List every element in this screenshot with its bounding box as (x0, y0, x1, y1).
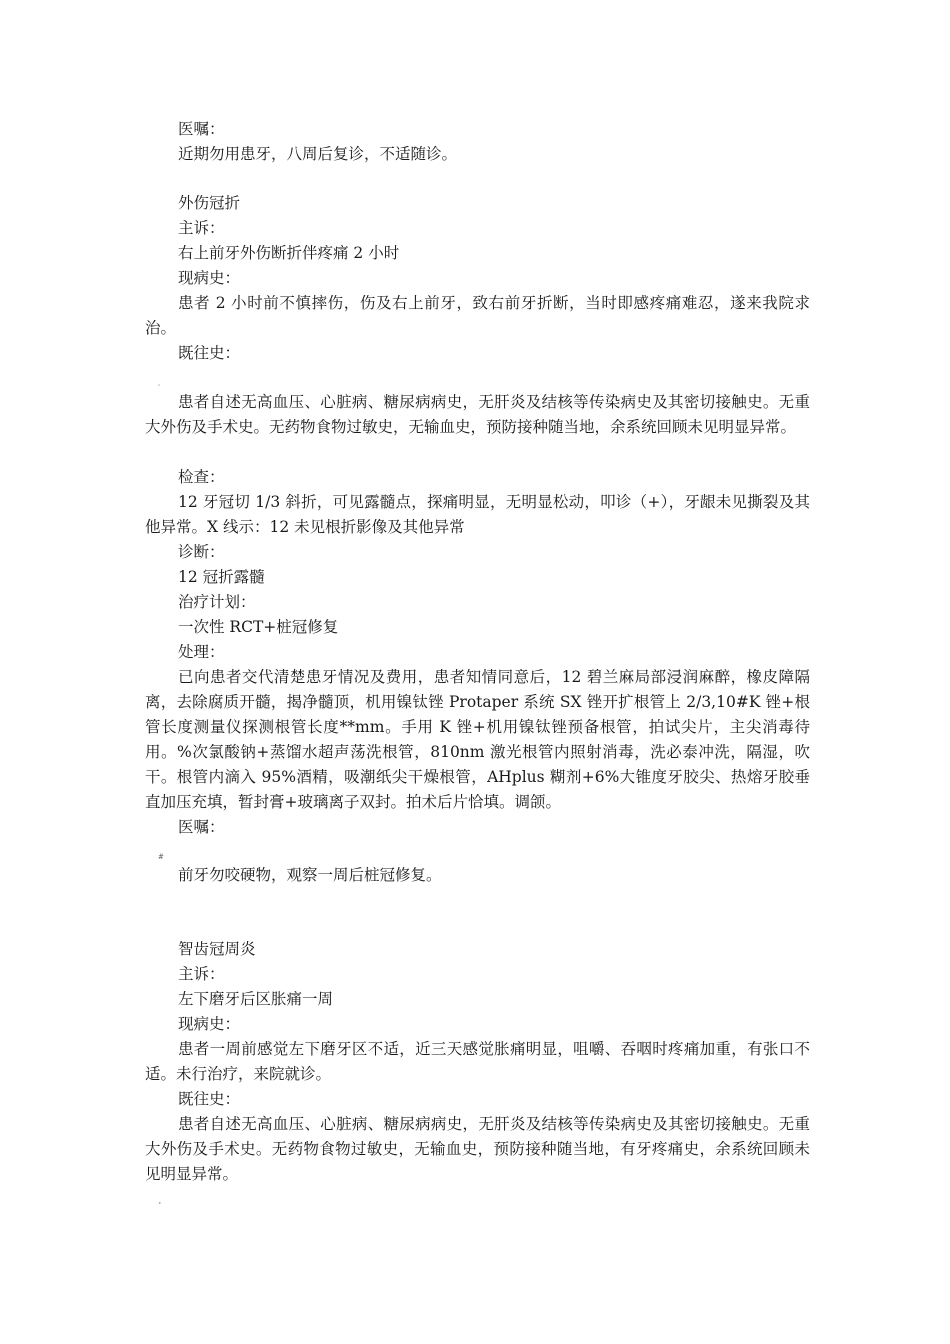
past-history-label: 既往史： (178, 344, 241, 362)
chief-complaint-text: 右上前牙外伤断折伴疼痛 2 小时 (178, 244, 400, 262)
margin-mark: ˃ (158, 1202, 162, 1210)
treatment-plan-text: 一次性 RCT+桩冠修复 (178, 618, 339, 636)
chief-complaint-text-2: 左下磨牙后区胀痛一周 (178, 990, 334, 1008)
past-history-label-2: 既往史： (178, 1090, 241, 1108)
margin-mark: # (158, 853, 164, 861)
present-history-label: 现病史： (178, 269, 241, 287)
advice-text: 近期勿用患牙，八周后复诊，不适随诊。 (178, 145, 458, 163)
advice-label: 医嘱： (178, 120, 225, 138)
section-title-crown-fracture: 外伤冠折 (178, 194, 241, 212)
examination-label: 检查： (178, 468, 225, 486)
procedure-label: 处理： (178, 643, 225, 661)
section-title-pericoronitis: 智齿冠周炎 (178, 940, 256, 958)
diagnosis-text: 12 冠折露髓 (178, 568, 265, 586)
past-history-text: 患者自述无高血压、心脏病、糖尿病病史，无肝炎及结核等传染病史及其密切接触史。无重大外伤及手术史。无药物食物过敏史，无输血史，预防接种随当地，余系统回顾未见明显异常。 (145, 393, 810, 436)
present-history-text-2: 患者一周前感觉左下磨牙区不适，近三天感觉胀痛明显，咀嚼、吞咽时疼痛加重，有张口不适。未行治疗，来院就诊。 (145, 1040, 810, 1083)
chief-complaint-label: 主诉： (178, 219, 225, 237)
chief-complaint-label-2: 主诉： (178, 965, 225, 983)
diagnosis-label: 诊断： (178, 543, 225, 561)
advice-text-2: 前牙勿咬硬物，观察一周后桩冠修复。 (178, 866, 442, 884)
treatment-plan-label: 治疗计划： (178, 593, 256, 611)
examination-text: 12 牙冠切 1/3 斜折，可见露髓点，探痛明显，无明显松动，叩诊（+），牙龈未见撕裂及其他异常。X 线示：12 未见根折影像及其他异常 (145, 493, 810, 536)
advice-label-2: 医嘱： (178, 818, 225, 836)
past-history-text-2: 患者自述无高血压、心脏病、糖尿病病史，无肝炎及结核等传染病史及其密切接触史。无重大外伤及手术史。无药物食物过敏史，无输血史，预防接种随当地，有牙疼痛史，余系统回顾未见明显异常。 (145, 1115, 810, 1183)
margin-mark: ˌ (158, 379, 160, 387)
present-history-label-2: 现病史： (178, 1015, 241, 1033)
procedure-text: 已向患者交代清楚患牙情况及费用，患者知情同意后，12 碧兰麻局部浸润麻醉，橡皮障隔离，去除腐质开髓，揭净髓顶，机用镍钛锉 Protaper 系统 SX 锉开扩根管上 2/3,10#K 锉+根管长度测量仪探测根管长度**mm。手用 K 锉+机用镍钛锉预备根管，拍试尖片，主尖消毒待用。%次氯酸钠+蒸馏水超声荡洗根管，810nm 激光根管内照射消毒，洗必泰冲洗，隔湿，吹干。根管内滴入 95%酒精，吸潮纸尖干燥根管，AHplus 糊剂+6%大锥度牙胶尖、热熔牙胶垂直加压充填，暂封膏+玻璃离子双封。拍术后片恰填。调颌。 (145, 668, 810, 811)
present-history-text: 患者 2 小时前不慎摔伤，伤及右上前牙，致右前牙折断，当时即感疼痛难忍，遂来我院求治。 (145, 294, 810, 337)
